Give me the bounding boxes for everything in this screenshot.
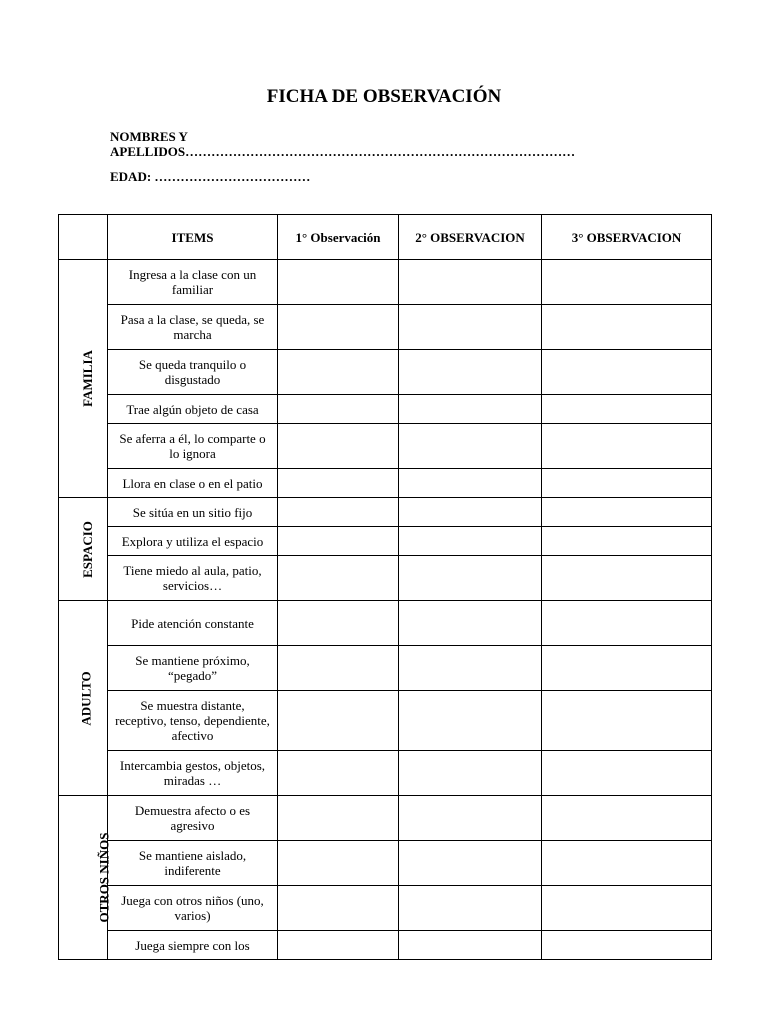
- observation-cell-1[interactable]: [278, 395, 399, 424]
- item-cell: Trae algún objeto de casa: [108, 395, 278, 424]
- observation-cell-2[interactable]: [399, 556, 542, 601]
- table-row: [59, 601, 712, 646]
- observation-cell-2[interactable]: [399, 527, 542, 556]
- observation-cell-2[interactable]: [399, 796, 542, 841]
- table-row: [59, 886, 712, 931]
- observation-cell-3[interactable]: [542, 350, 712, 395]
- observation-cell-3[interactable]: [542, 751, 712, 796]
- name-label-line1: NOMBRES Y: [110, 129, 188, 144]
- table-row: [59, 260, 712, 305]
- observation-cell-3[interactable]: [542, 395, 712, 424]
- observation-cell-3[interactable]: [542, 424, 712, 469]
- item-cell: Llora en clase o en el patio: [108, 469, 278, 498]
- observation-cell-3[interactable]: [542, 646, 712, 691]
- observation-cell-1[interactable]: [278, 260, 399, 305]
- observation-cell-3[interactable]: [542, 931, 712, 960]
- header-observation-2: 2° OBSERVACION: [399, 215, 542, 260]
- table-row: [59, 841, 712, 886]
- observation-cell-3[interactable]: [542, 556, 712, 601]
- observation-cell-1[interactable]: [278, 424, 399, 469]
- item-cell: Ingresa a la clase con un familiar: [108, 260, 278, 305]
- table-row: [59, 469, 712, 498]
- item-cell: Pide atención constante: [108, 601, 278, 646]
- observation-cell-1[interactable]: [278, 305, 399, 350]
- observation-cell-1[interactable]: [278, 556, 399, 601]
- observation-cell-3[interactable]: [542, 527, 712, 556]
- observation-cell-2[interactable]: [399, 601, 542, 646]
- observation-cell-3[interactable]: [542, 260, 712, 305]
- item-cell: Tiene miedo al aula, patio, servicios…: [108, 556, 278, 601]
- table-row: [59, 751, 712, 796]
- table-row: [59, 424, 712, 469]
- observation-cell-1[interactable]: [278, 601, 399, 646]
- observation-cell-1[interactable]: [278, 796, 399, 841]
- observation-cell-2[interactable]: [399, 350, 542, 395]
- table-row: [59, 691, 712, 751]
- observation-cell-2[interactable]: [399, 469, 542, 498]
- item-cell: Juega con otros niños (uno, varios): [108, 886, 278, 931]
- observation-cell-1[interactable]: [278, 646, 399, 691]
- table-row: [59, 305, 712, 350]
- item-cell: Intercambia gestos, objetos, miradas …: [108, 751, 278, 796]
- observation-cell-1[interactable]: [278, 527, 399, 556]
- category-adulto: ADULTO: [59, 601, 108, 796]
- category-familia: FAMILIA: [59, 260, 108, 498]
- observation-cell-1[interactable]: [278, 841, 399, 886]
- observation-cell-2[interactable]: [399, 260, 542, 305]
- header-category: [59, 215, 108, 260]
- observation-cell-2[interactable]: [399, 646, 542, 691]
- observation-cell-2[interactable]: [399, 498, 542, 527]
- table-header-row: [59, 215, 712, 260]
- table-row: [59, 395, 712, 424]
- page-title: FICHA DE OBSERVACIÓN: [266, 86, 502, 107]
- observation-cell-1[interactable]: [278, 498, 399, 527]
- table-row: [59, 527, 712, 556]
- table-row: [59, 931, 712, 960]
- observation-table: [58, 214, 712, 960]
- item-cell: Se mantiene próximo, “pegado”: [108, 646, 278, 691]
- item-cell: Juega siempre con los: [108, 931, 278, 960]
- observation-cell-3[interactable]: [542, 498, 712, 527]
- observation-cell-2[interactable]: [399, 931, 542, 960]
- table-row: [59, 796, 712, 841]
- observation-cell-1[interactable]: [278, 751, 399, 796]
- item-cell: Se muestra distante, receptivo, tenso, dependiente, afectivo: [108, 691, 278, 751]
- observation-cell-1[interactable]: [278, 469, 399, 498]
- table-row: [59, 646, 712, 691]
- age-label: EDAD: ………………………………: [110, 169, 311, 184]
- student-info-fields: [110, 129, 575, 184]
- item-cell: Explora y utiliza el espacio: [108, 527, 278, 556]
- observation-cell-2[interactable]: [399, 305, 542, 350]
- item-cell: Se mantiene aislado, indiferente: [108, 841, 278, 886]
- observation-cell-3[interactable]: [542, 886, 712, 931]
- item-cell: Se aferra a él, lo comparte o lo ignora: [108, 424, 278, 469]
- item-cell: Se queda tranquilo o disgustado: [108, 350, 278, 395]
- table-row: [59, 498, 712, 527]
- observation-cell-2[interactable]: [399, 886, 542, 931]
- header-observation-1: 1° Observación: [278, 215, 399, 260]
- observation-cell-1[interactable]: [278, 886, 399, 931]
- header-items: ITEMS: [108, 215, 278, 260]
- observation-cell-2[interactable]: [399, 751, 542, 796]
- observation-cell-2[interactable]: [399, 424, 542, 469]
- observation-cell-3[interactable]: [542, 601, 712, 646]
- observation-cell-3[interactable]: [542, 691, 712, 751]
- table-row: [59, 556, 712, 601]
- observation-cell-2[interactable]: [399, 395, 542, 424]
- header-observation-3: 3° OBSERVACION: [542, 215, 712, 260]
- observation-cell-3[interactable]: [542, 469, 712, 498]
- category-espacio: ESPACIO: [59, 498, 108, 601]
- name-label-line2: APELLIDOS………………………………………………………………………………: [110, 144, 576, 159]
- observation-cell-3[interactable]: [542, 796, 712, 841]
- observation-cell-3[interactable]: [542, 841, 712, 886]
- category-otros-ninos: OTROS NIÑOS: [59, 796, 108, 960]
- item-cell: Demuestra afecto o es agresivo: [108, 796, 278, 841]
- observation-cell-2[interactable]: [399, 691, 542, 751]
- observation-cell-1[interactable]: [278, 931, 399, 960]
- item-cell: Se sitúa en un sitio fijo: [108, 498, 278, 527]
- table-row: [59, 350, 712, 395]
- observation-cell-1[interactable]: [278, 691, 399, 751]
- item-cell: Pasa a la clase, se queda, se marcha: [108, 305, 278, 350]
- observation-cell-1[interactable]: [278, 350, 399, 395]
- observation-cell-3[interactable]: [542, 305, 712, 350]
- observation-cell-2[interactable]: [399, 841, 542, 886]
